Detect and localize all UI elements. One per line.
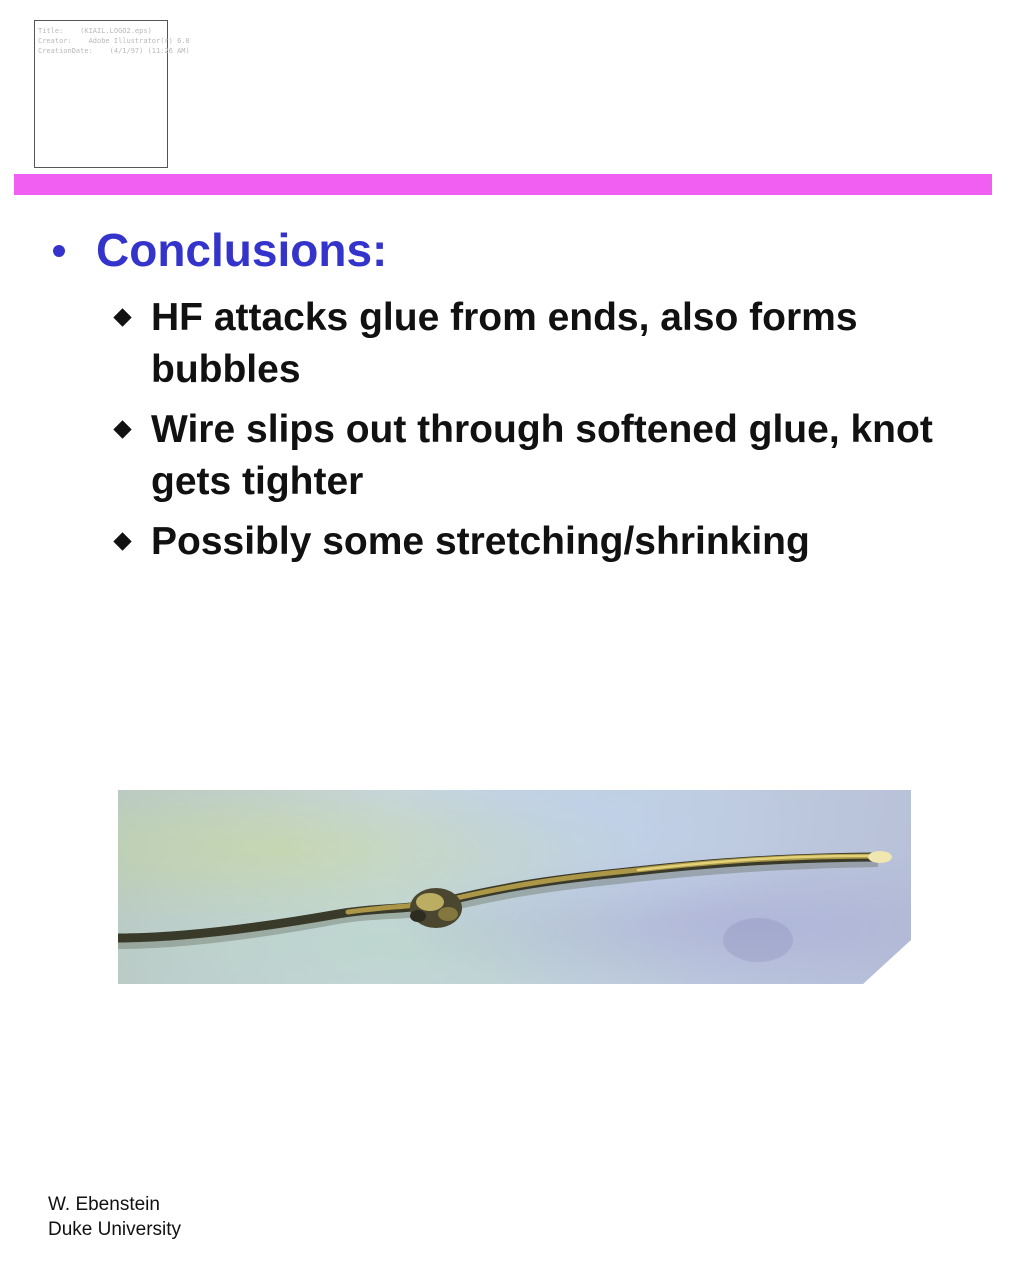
sub-bullet-text: HF attacks glue from ends, also forms bubbles [151, 296, 858, 391]
bullet-dot-icon [53, 245, 65, 257]
logo-creator-line: Creator: Adobe Illustrator(r) 6.0 [38, 37, 190, 45]
wire-knot-illustration [118, 790, 911, 984]
diamond-bullet-icon [113, 308, 131, 326]
footer [48, 1192, 181, 1242]
footer-author: W. Ebenstein [48, 1194, 160, 1215]
pink-divider-bar [14, 174, 992, 195]
wire-knot-photo [118, 790, 911, 984]
logo-metadata-text [38, 26, 190, 56]
diamond-bullet-icon [113, 532, 131, 550]
slide-heading: Conclusions: [96, 224, 388, 276]
footer-institution: Duke University [48, 1219, 182, 1240]
sub-bullet-text: Possibly some stretching/shrinking [151, 520, 810, 563]
diamond-bullet-icon [113, 420, 131, 438]
logo-title-line: Title: (KIAIL.LOGO2.eps) [38, 27, 152, 35]
sub-bullet-text: Wire slips out through softened glue, knot gets tighter [151, 408, 933, 503]
logo-placeholder [34, 20, 190, 168]
logo-date-line: CreationDate: (4/1/97) (11:26 AM) [38, 47, 190, 55]
